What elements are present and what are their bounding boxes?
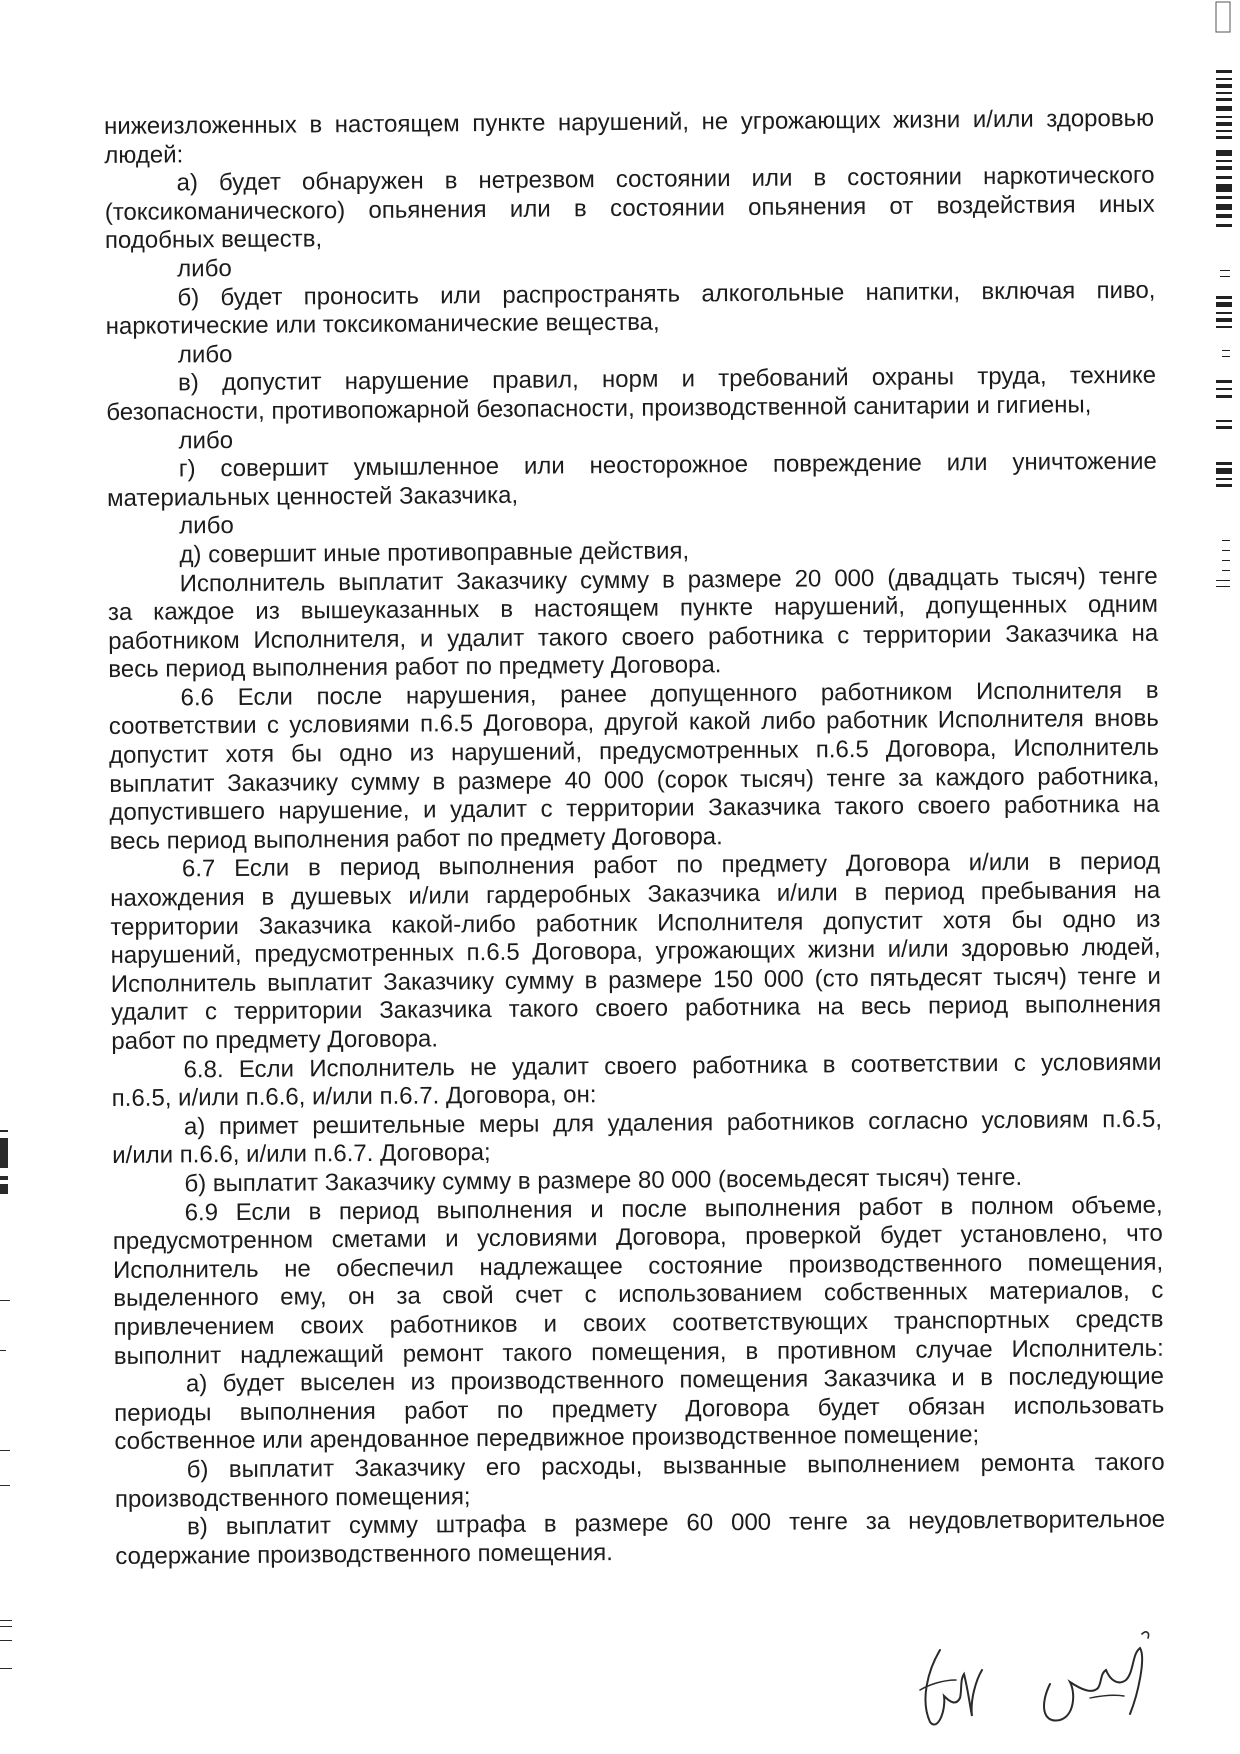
text-line: работником Исполнителя, и удалит такого своего работника с территории Заказчика на [108, 619, 1159, 655]
text-line: удалит с территории Заказчика такого своего работника на весь период выполнения [110, 991, 1162, 1027]
text-line: Исполнитель не обеспечил надлежащее состояние производственного помещения, [112, 1248, 1164, 1284]
document-body [104, 105, 1165, 1571]
text-line: содержание производственного помещения. [115, 1538, 613, 1570]
text-line: либо [179, 512, 234, 540]
text-line: материальных ценностей Заказчика, [106, 481, 519, 512]
text-line: в) допустит нарушение правил, норм и требований охраны труда, технике [178, 362, 1157, 397]
signature-2 [1030, 1624, 1160, 1734]
text-line: Исполнитель выплатит Заказчику сумму в размере 150 000 (сто пятьдесят тысяч) тенге и [110, 962, 1161, 998]
text-line: допустившего нарушение, и удалит с территории Заказчика такого своего работника на [109, 790, 1160, 827]
text-line: нахождения в душевых и/или гардеробных Заказчика и/или в период пребывания на [110, 876, 1161, 913]
text-line: собственное или арендованное передвижное производственное помещение; [114, 1421, 980, 1456]
text-line: 6.6 Если после нарушения, ранее допущенного работником Исполнителя в [180, 676, 1159, 712]
text-line: 6.8. Если Исполнитель не удалит своего работника в соответствии с условиями [183, 1048, 1162, 1083]
text-line: Исполнитель выплатит Заказчику сумму в размере 20 000 (двадцать тысяч) тенге [179, 562, 1158, 597]
text-line: работ по предмету Договора. [111, 1025, 439, 1055]
text-line: а) примет решительные меры для удаления работников согласно условиям п.6.5, [183, 1105, 1163, 1141]
text-line: безопасности, противопожарной безопасности, производственной санитарии и гигиены, [106, 391, 1092, 426]
text-line: (токсикоманического) опьянения или в состоянии опьянения от воздействия иных [104, 190, 1155, 226]
text-line: а) будет выселен из производственного помещения Заказчика и в последующие [185, 1362, 1165, 1398]
text-line: 6.7 Если в период выполнения работ по предмету Договора и/или в период [181, 848, 1161, 883]
text-line: г) совершит умышленное или неосторожное повреждение или уничтожение [178, 447, 1157, 483]
text-line: производственного помещения; [114, 1482, 471, 1513]
text-line: б) будет проносить или распространять алкогольные напитки, включая пиво, [177, 276, 1156, 311]
text-line: периоды выполнения работ по предмету Договора будет обязан использовать [114, 1391, 1165, 1427]
text-line: б) выплатит Заказчику сумму в размере 80 000 (восемьдесят тысяч) тенге. [184, 1163, 1023, 1198]
text-line: 6.9 Если в период выполнения и после выполнения работ в полном объеме, [184, 1191, 1163, 1226]
text-line: в) выплатит сумму штрафа в размере 60 000 тенге за неудовлетворительное [187, 1505, 1166, 1541]
text-line: нижеизложенных в настоящем пункте нарушений, не угрожающих жизни и/или здоровью [104, 104, 1155, 140]
text-line: нарушений, предусмотренных п.6.5 Договора, угрожающих жизни и/или здоровью людей, [110, 933, 1161, 970]
text-line: привлечением своих работников и своих соответствующих транспортных средств [113, 1305, 1164, 1341]
text-line: весь период выполнения работ по предмету Договора. [109, 823, 723, 855]
text-line: предусмотренном сметами и условиями Договора, проверкой будет установлено, что [112, 1219, 1163, 1256]
left-edge-graphic [0, 1120, 18, 1700]
text-line: соответствии с условиями п.6.5 Договора, другой какой либо работник Исполнителя вновь [108, 705, 1159, 741]
text-line: допустит хотя бы одно из нарушений, предусмотренных п.6.5 Договора, Исполнитель [108, 733, 1160, 770]
text-line: наркотические или токсикоманические вещества, [105, 308, 660, 341]
barcode-graphic [1212, 0, 1236, 620]
text-line: выделенного ему, он за свой счет с использованием собственных материалов, с [113, 1277, 1164, 1313]
scan-barcode-strip [1212, 0, 1236, 620]
text-line: либо [177, 254, 232, 283]
text-line: людей: [104, 140, 184, 169]
text-line: либо [178, 426, 234, 454]
text-line: и/или п.6.6, и/или п.6.7. Договора; [112, 1139, 491, 1170]
text-line: д) совершит иные противоправные действия, [179, 537, 690, 569]
text-line: весь период выполнения работ по предмету Договора. [108, 651, 722, 684]
text-line: подобных веществ, [104, 225, 323, 255]
text-line: выплатит Заказчику сумму в размере 40 000 (сорок тысяч) тенге за каждого работника, [109, 762, 1160, 798]
scan-left-edge-marks [0, 1120, 18, 1700]
text-line: либо [177, 340, 233, 369]
text-line: территории Заказчика какой-либо работник Исполнителя допустит хотя бы одно из [110, 905, 1161, 941]
signature-1 [910, 1640, 990, 1735]
text-line: выполнит надлежащий ремонт такого помещения, в противном случае Исполнитель: [113, 1334, 1164, 1370]
text-line: а) будет обнаружен в нетрезвом состоянии или в состоянии наркотического [176, 161, 1155, 197]
text-line: б) выплатит Заказчику его расходы, вызванные выполнением ремонта такого [186, 1448, 1165, 1484]
text-line: за каждое из вышеуказанных в настоящем пункте нарушений, допущенных одним [107, 590, 1158, 627]
text-line: п.6.5, и/или п.6.6, и/или п.6.7. Договора, он: [111, 1081, 597, 1113]
